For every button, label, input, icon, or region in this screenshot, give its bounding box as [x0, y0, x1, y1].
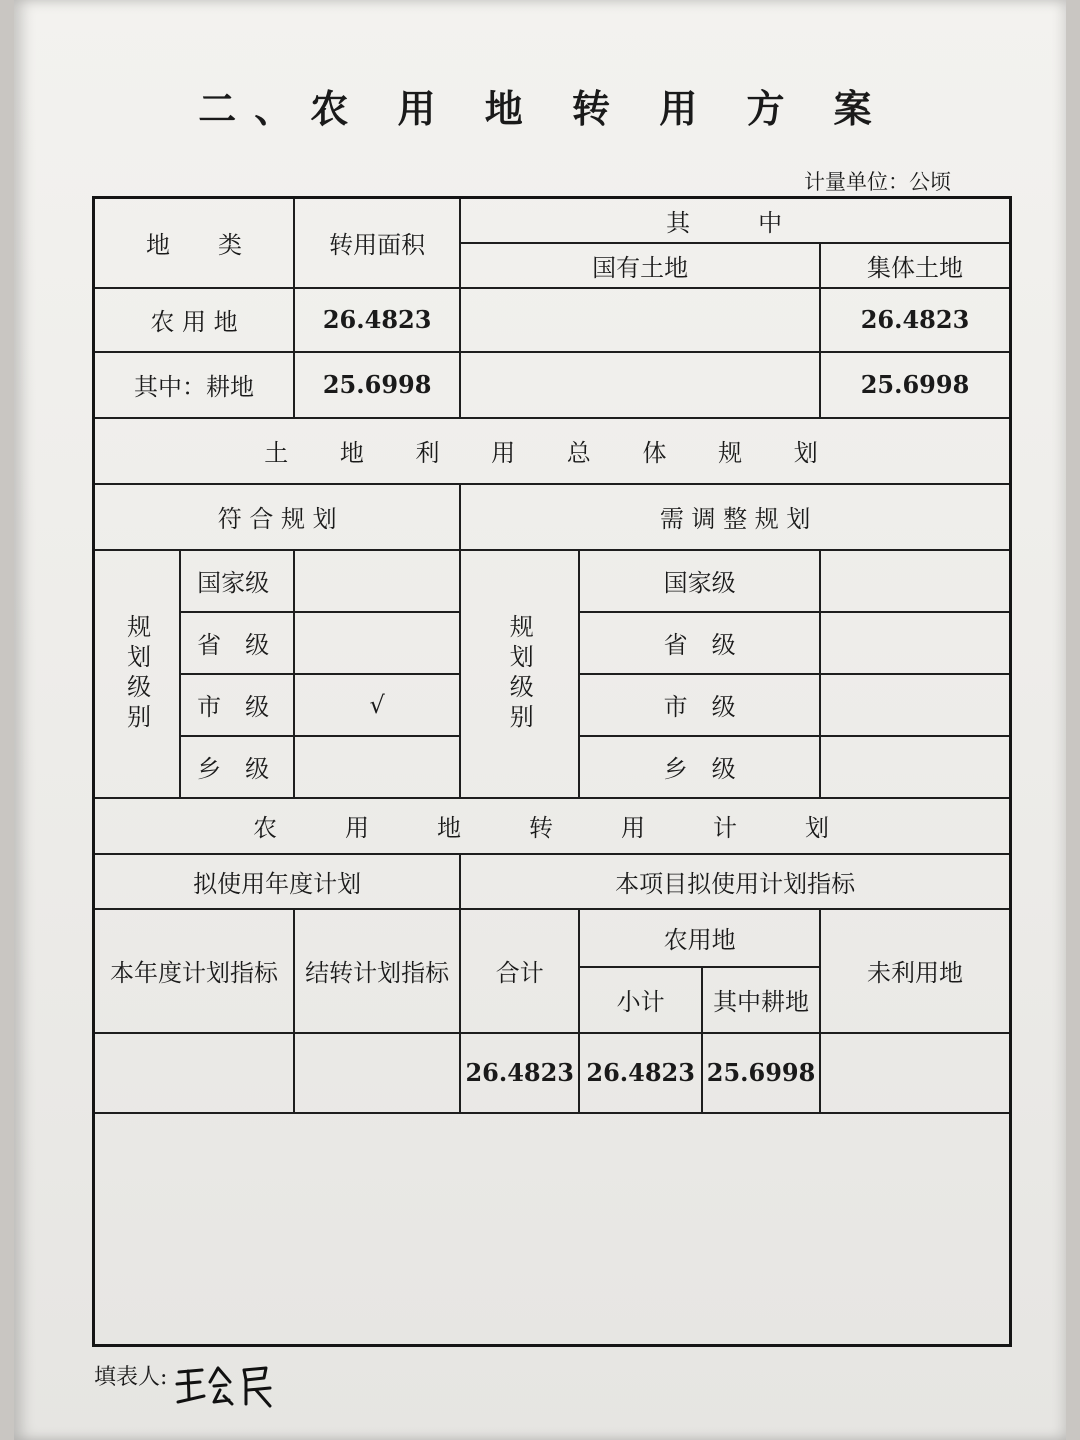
table-row [94, 352, 1011, 418]
current-year-index-heading: 本年度计划指标 [94, 909, 295, 1033]
adjust-level-mark [820, 674, 1010, 736]
unused-land-heading: 未利用地 [820, 909, 1010, 1033]
row-collective: 25.6998 [820, 352, 1010, 418]
document-page [14, 0, 1066, 1440]
row-label: 农 用 地 [94, 288, 295, 352]
adjust-level-name: 省 级 [579, 612, 820, 674]
row-area: 25.6998 [294, 352, 460, 418]
adjust-level-name: 市 级 [579, 674, 820, 736]
page-title: 二、农 用 地 转 用 方 案 [198, 86, 890, 131]
overall-plan-title: 土 地 利 用 总 体 规 划 [94, 418, 1011, 484]
row-state [460, 288, 820, 352]
conform-level-mark: √ [294, 674, 460, 736]
header-state-land: 国有土地 [460, 243, 820, 288]
conversion-plan-title: 农 用 地 转 用 计 划 [94, 798, 1011, 854]
cultivated-value: 25.6998 [702, 1033, 820, 1113]
filler-label: 填表人: [94, 1365, 168, 1390]
table-row [94, 1033, 1011, 1113]
cultivated-heading: 其中耕地 [702, 967, 820, 1033]
carryover-index-heading: 结转计划指标 [294, 909, 460, 1033]
conform-level-name: 市 级 [180, 674, 294, 736]
table-row [94, 288, 1011, 352]
header-of-which: 其 中 [460, 198, 1010, 243]
conform-level-label: 规划级别 [94, 550, 181, 798]
conform-level-name: 省 级 [180, 612, 294, 674]
adjust-level-mark [820, 736, 1010, 798]
row-state [460, 352, 820, 418]
conversion-form-table [92, 196, 1012, 1347]
adjust-level-label: 规划级别 [460, 550, 579, 798]
row-collective: 26.4823 [820, 288, 1010, 352]
subtotal-value: 26.4823 [579, 1033, 702, 1113]
unused-value [820, 1033, 1010, 1113]
adjust-plan-heading: 需 调 整 规 划 [460, 484, 1010, 550]
conform-level-name: 国家级 [180, 550, 294, 612]
unit-label: 计量单位：公顷 [804, 170, 951, 194]
conform-level-mark [294, 550, 460, 612]
carryover-value [294, 1033, 460, 1113]
adjust-level-mark [820, 612, 1010, 674]
conform-level-name: 乡 级 [180, 736, 294, 798]
row-label: 其中：耕地 [94, 352, 295, 418]
annual-plan-heading: 拟使用年度计划 [94, 854, 461, 909]
row-area: 26.4823 [294, 288, 460, 352]
conform-level-mark [294, 736, 460, 798]
header-collective-land: 集体土地 [820, 243, 1010, 288]
adjust-level-name: 乡 级 [579, 736, 820, 798]
project-index-heading: 本项目拟使用计划指标 [460, 854, 1010, 909]
current-year-value [94, 1033, 295, 1113]
adjust-level-name: 国家级 [579, 550, 820, 612]
adjust-level-mark [820, 550, 1010, 612]
header-land-type: 地 类 [94, 198, 295, 288]
total-heading: 合计 [460, 909, 579, 1033]
handwritten-signature [174, 1360, 284, 1410]
blank-area [94, 1113, 1011, 1346]
agri-land-heading: 农用地 [579, 909, 820, 967]
conform-level-mark [294, 612, 460, 674]
conform-plan-heading: 符 合 规 划 [94, 484, 461, 550]
subtotal-heading: 小计 [579, 967, 702, 1033]
header-area: 转用面积 [294, 198, 460, 288]
total-value: 26.4823 [460, 1033, 579, 1113]
